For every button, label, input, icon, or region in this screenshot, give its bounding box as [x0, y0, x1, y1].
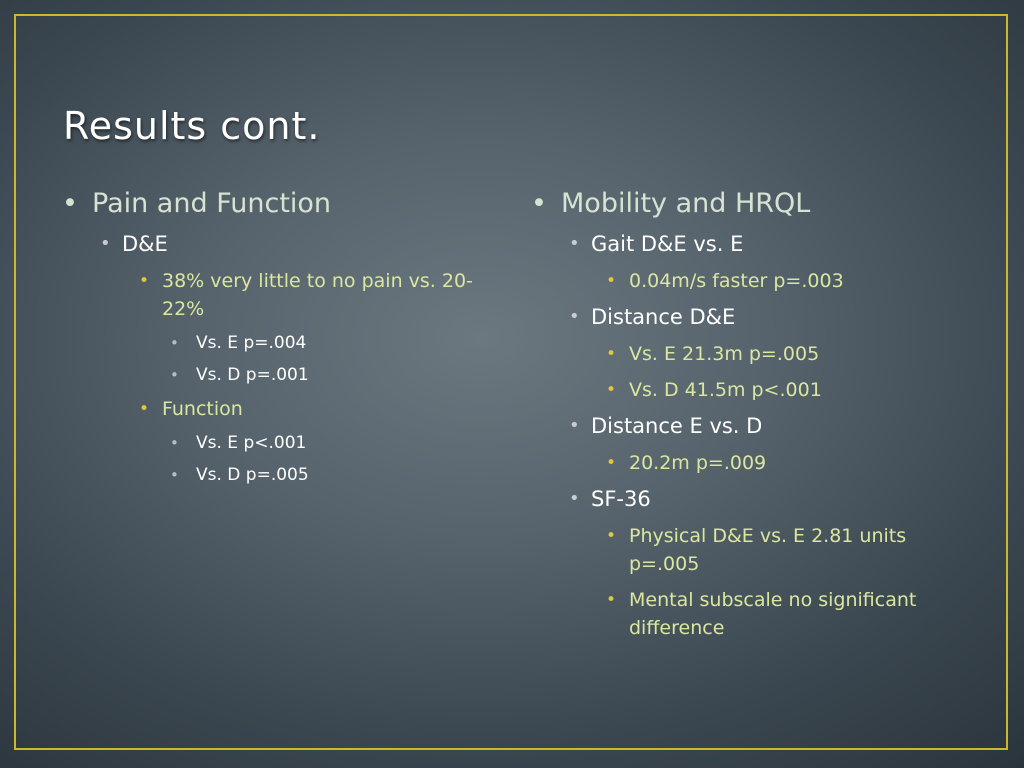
bullet-gait-faster	[606, 267, 971, 295]
bullet-dot-icon: •	[100, 233, 111, 254]
bullet-function	[139, 395, 492, 423]
bullet-text: Vs. E p=.004	[196, 333, 307, 353]
bullet-dot-icon: •	[606, 590, 617, 610]
bullet-pain-and-function	[62, 186, 492, 222]
bullet-text: 0.04m/s faster p=.003	[629, 270, 844, 292]
bullet-sf36	[569, 485, 971, 513]
bullet-function-vs-d	[170, 463, 492, 487]
bullet-distance-20m	[606, 449, 971, 477]
bullet-distance-vs-d	[606, 376, 971, 404]
bullet-dot-icon: •	[569, 306, 580, 327]
bullet-pain-percent	[139, 267, 492, 323]
bullet-vs-d	[170, 363, 492, 387]
bullet-text: D&E	[122, 232, 168, 256]
bullet-text: Mobility and HRQL	[561, 188, 811, 219]
bullet-dot-icon: •	[606, 271, 617, 291]
bullet-text: 38% very little to no pain vs. 20-22%	[162, 270, 473, 320]
bullet-mobility-and-hrql	[531, 186, 971, 222]
bullet-dot-icon: •	[170, 434, 179, 452]
bullet-text: Vs. D p=.005	[196, 465, 309, 485]
bullet-dot-icon: •	[170, 466, 179, 484]
bullet-text: SF-36	[591, 487, 651, 511]
bullet-dot-icon: •	[606, 380, 617, 400]
bullet-dot-icon: •	[170, 334, 179, 352]
bullet-text: Distance E vs. D	[591, 414, 763, 438]
bullet-text: Mental subscale no significant difference	[629, 589, 917, 639]
bullet-dot-icon: •	[62, 188, 78, 219]
bullet-distance-d-and-e	[569, 303, 971, 331]
bullet-text: Physical D&E vs. E 2.81 units p=.005	[629, 525, 907, 575]
bullet-text: Distance D&E	[591, 305, 736, 329]
bullet-distance-e-vs-d	[569, 412, 971, 440]
bullet-text: Function	[162, 398, 243, 420]
bullet-text: Pain and Function	[92, 188, 332, 219]
bullet-dot-icon: •	[170, 366, 179, 384]
bullet-dot-icon: •	[569, 488, 580, 509]
bullet-text: 20.2m p=.009	[629, 452, 767, 474]
bullet-vs-e	[170, 331, 492, 355]
bullet-text: Vs. E p<.001	[196, 433, 307, 453]
bullet-dot-icon: •	[531, 188, 547, 219]
bullet-dot-icon: •	[606, 526, 617, 546]
bullet-text: Vs. E 21.3m p=.005	[629, 343, 820, 365]
left-column	[62, 186, 492, 495]
bullet-text: Vs. D 41.5m p<.001	[629, 379, 822, 401]
slide-title: Results cont.	[63, 104, 321, 148]
bullet-sf36-physical	[606, 522, 971, 578]
bullet-gait	[569, 230, 971, 258]
bullet-dot-icon: •	[139, 399, 150, 419]
bullet-dot-icon: •	[606, 453, 617, 473]
bullet-text: Vs. D p=.001	[196, 365, 309, 385]
bullet-function-vs-e	[170, 431, 492, 455]
bullet-dot-icon: •	[606, 344, 617, 364]
bullet-sf36-mental	[606, 586, 971, 642]
bullet-dot-icon: •	[569, 233, 580, 254]
right-column	[531, 186, 971, 650]
bullet-dot-icon: •	[569, 415, 580, 436]
bullet-dot-icon: •	[139, 271, 150, 291]
bullet-text: Gait D&E vs. E	[591, 232, 744, 256]
bullet-distance-vs-e	[606, 340, 971, 368]
bullet-d-and-e	[100, 230, 492, 258]
